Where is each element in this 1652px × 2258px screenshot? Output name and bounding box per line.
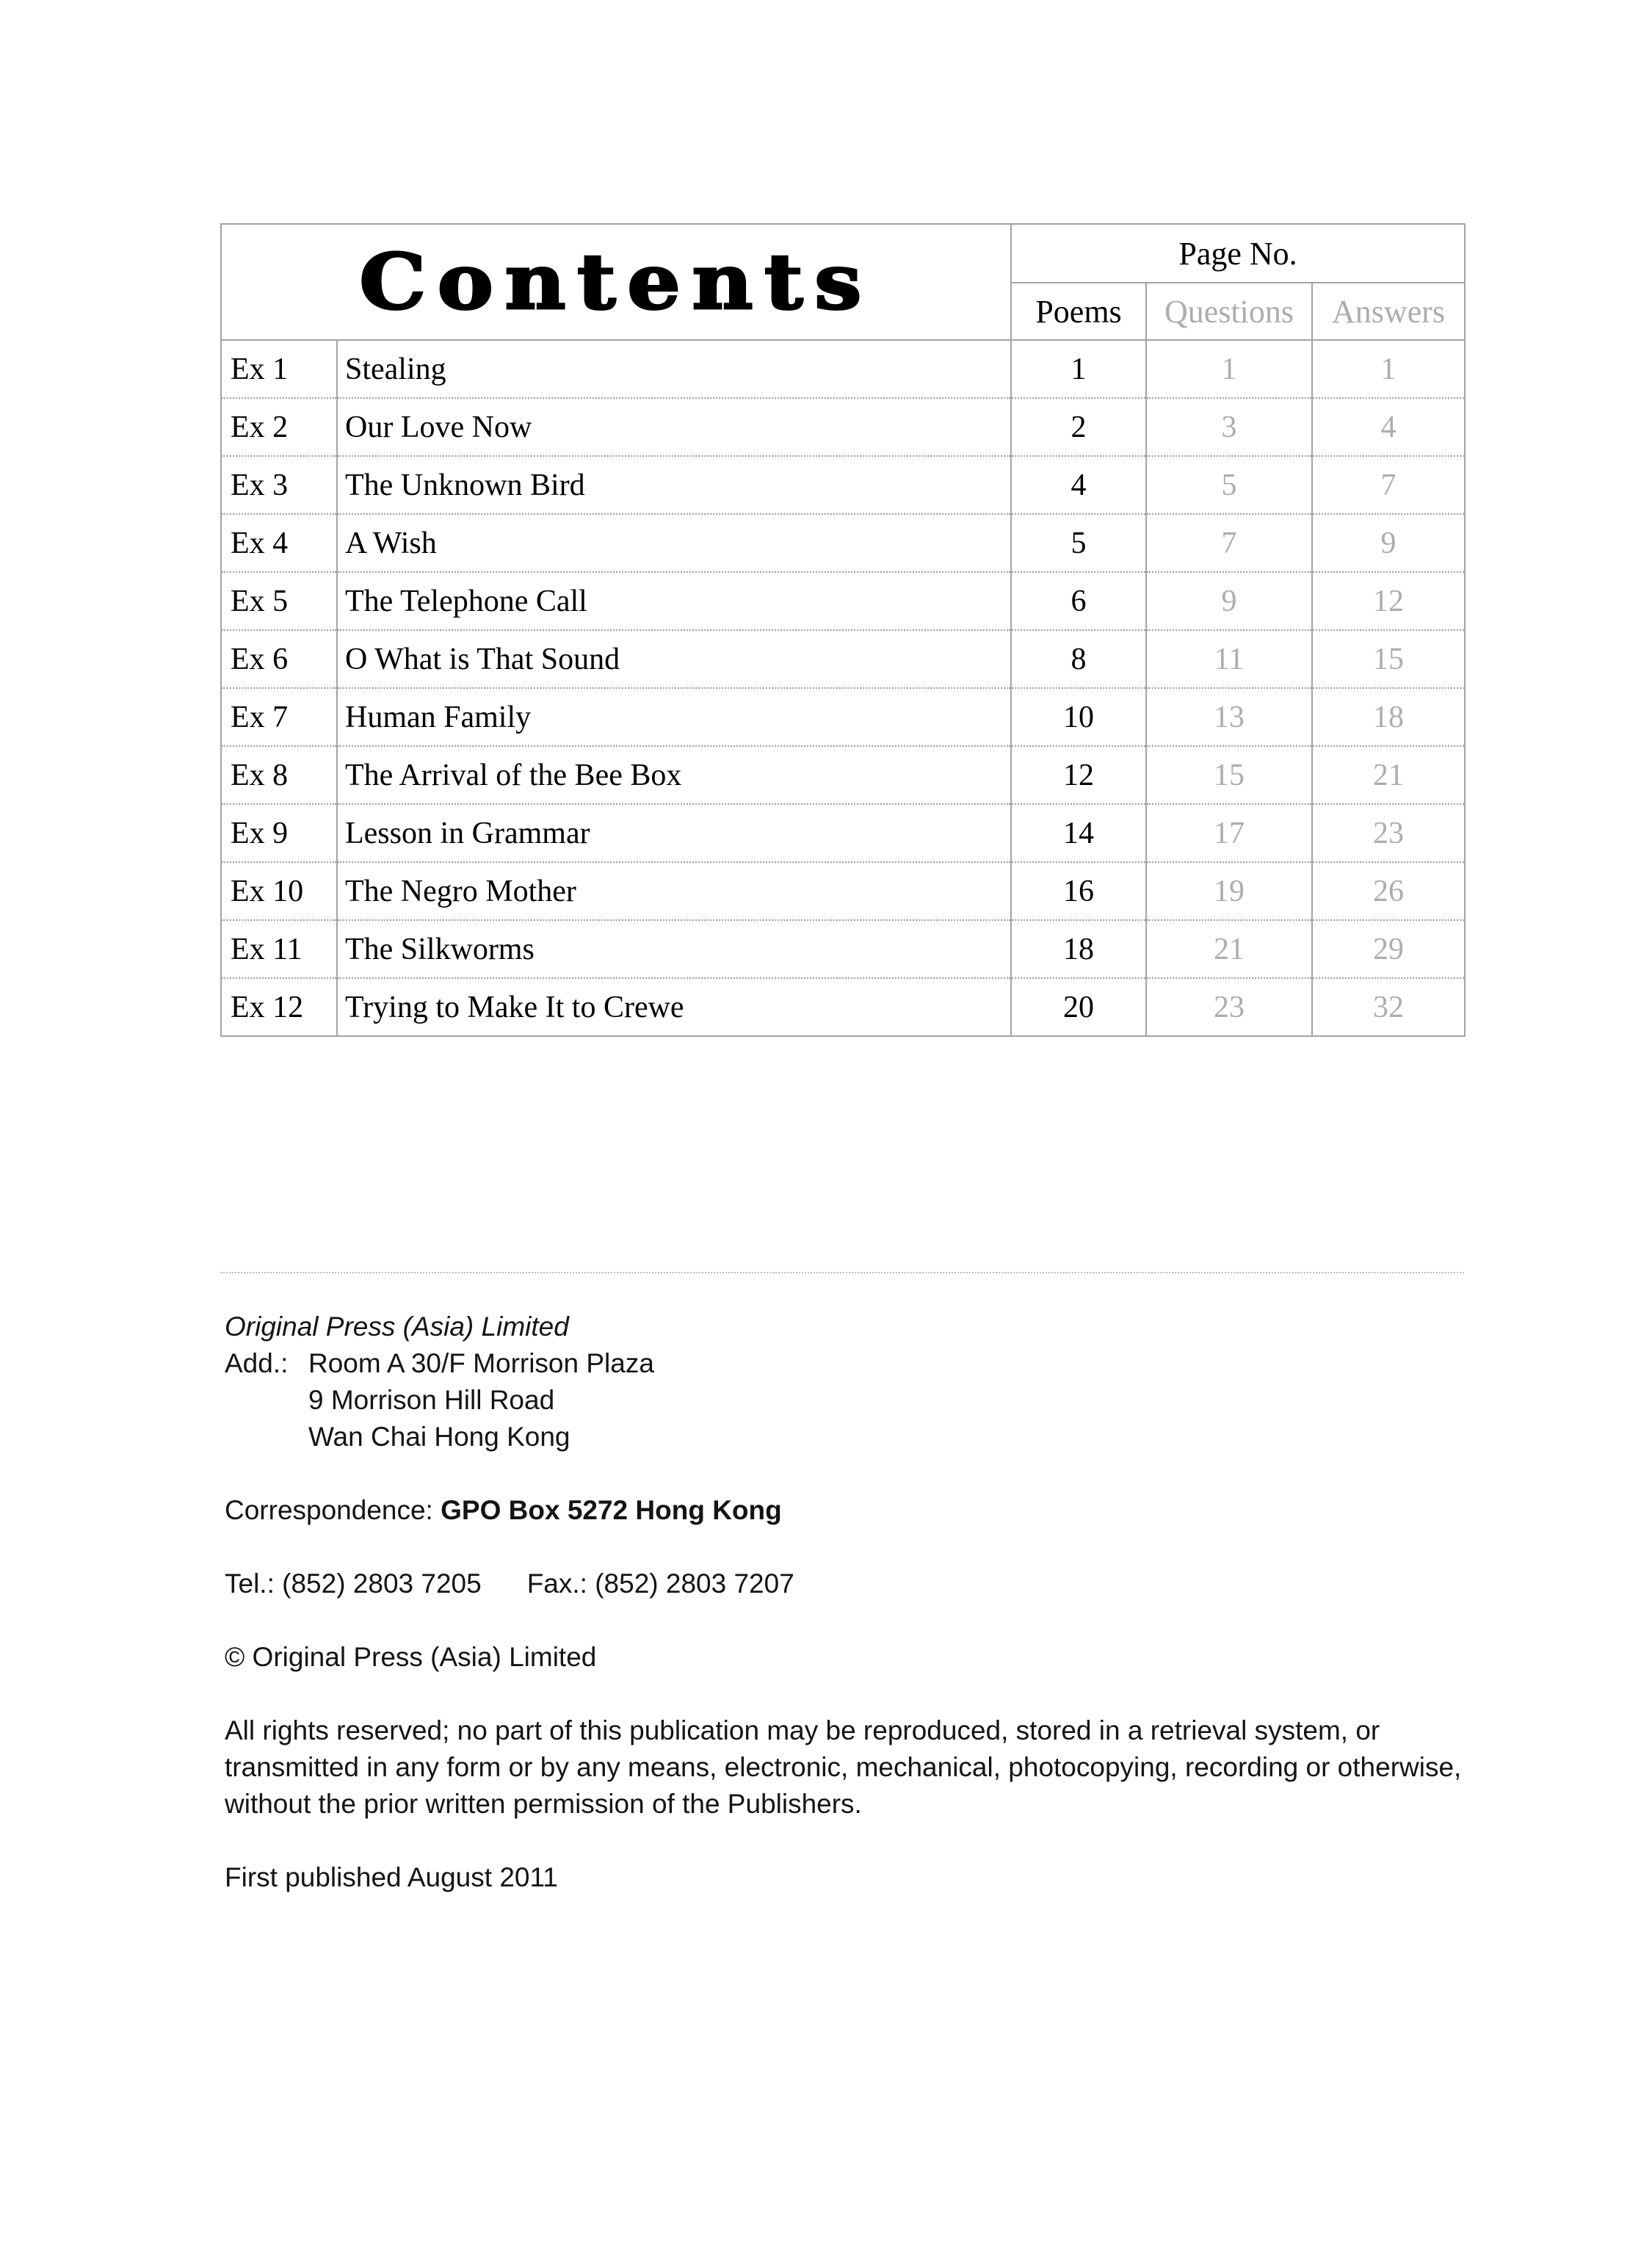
answers-page-number: 29 xyxy=(1312,920,1465,978)
poems-page-number: 10 xyxy=(1011,688,1146,746)
questions-page-number: 5 xyxy=(1146,456,1312,514)
poems-page-number: 14 xyxy=(1011,804,1146,862)
answers-page-number: 21 xyxy=(1312,746,1465,804)
exercise-label: Ex 5 xyxy=(221,572,337,630)
contents-table xyxy=(220,223,1466,1037)
answers-page-number: 32 xyxy=(1312,978,1465,1036)
answers-page-number: 1 xyxy=(1312,340,1465,398)
answers-page-number: 4 xyxy=(1312,398,1465,456)
table-row xyxy=(221,340,1465,398)
poem-title: Human Family xyxy=(337,688,1011,746)
copyright-line: © Original Press (Asia) Limited xyxy=(225,1642,597,1672)
header-row-top xyxy=(221,224,1465,283)
questions-page-number: 13 xyxy=(1146,688,1312,746)
table-row xyxy=(221,572,1465,630)
answers-page-number: 7 xyxy=(1312,456,1465,514)
poem-title: The Telephone Call xyxy=(337,572,1011,630)
poem-title: Our Love Now xyxy=(337,398,1011,456)
address-value-1: Room A 30/F Morrison Plaza xyxy=(308,1348,654,1378)
contents-title-text: Contents xyxy=(359,236,873,327)
answers-page-number: 15 xyxy=(1312,630,1465,688)
questions-page-number: 3 xyxy=(1146,398,1312,456)
address-line xyxy=(225,1382,1482,1419)
poem-title: Lesson in Grammar xyxy=(337,804,1011,862)
questions-page-number: 11 xyxy=(1146,630,1312,688)
questions-page-number: 15 xyxy=(1146,746,1312,804)
poem-title: O What is That Sound xyxy=(337,630,1011,688)
poems-page-number: 2 xyxy=(1011,398,1146,456)
questions-page-number: 7 xyxy=(1146,514,1312,572)
table-row xyxy=(221,978,1465,1036)
address-label: Add.: xyxy=(225,1348,289,1378)
exercise-label: Ex 9 xyxy=(221,804,337,862)
publisher-info xyxy=(225,1309,1482,1933)
address-line xyxy=(225,1345,1482,1382)
column-header-questions: Questions xyxy=(1146,283,1312,340)
exercise-label: Ex 8 xyxy=(221,746,337,804)
poem-title: The Silkworms xyxy=(337,920,1011,978)
rights-notice: All rights reserved; no part of this publication may be reproduced, stored in a retrieval system, or transmitted in any form or by any means, electronic, mechanical, photocopying, recording or otherwise, without the prior written permission of the Publishers. xyxy=(225,1715,1462,1819)
table-row xyxy=(221,398,1465,456)
exercise-label: Ex 12 xyxy=(221,978,337,1036)
column-header-answers: Answers xyxy=(1312,283,1465,340)
correspondence-block xyxy=(225,1492,1482,1529)
table-row xyxy=(221,862,1465,920)
answers-page-number: 9 xyxy=(1312,514,1465,572)
answers-page-number: 23 xyxy=(1312,804,1465,862)
questions-page-number: 1 xyxy=(1146,340,1312,398)
poems-page-number: 12 xyxy=(1011,746,1146,804)
table-row xyxy=(221,804,1465,862)
poems-page-number: 1 xyxy=(1011,340,1146,398)
publisher-name: Original Press (Asia) Limited xyxy=(225,1311,569,1342)
table-row xyxy=(221,920,1465,978)
questions-page-number: 9 xyxy=(1146,572,1312,630)
fax-number: Fax.: (852) 2803 7207 xyxy=(526,1568,794,1599)
poem-title: Stealing xyxy=(337,340,1011,398)
answers-page-number: 12 xyxy=(1312,572,1465,630)
correspondence-value: GPO Box 5272 Hong Kong xyxy=(441,1495,782,1525)
questions-page-number: 19 xyxy=(1146,862,1312,920)
questions-page-number: 23 xyxy=(1146,978,1312,1036)
questions-page-number: 17 xyxy=(1146,804,1312,862)
poems-page-number: 20 xyxy=(1011,978,1146,1036)
poem-title: Trying to Make It to Crewe xyxy=(337,978,1011,1036)
poem-title: The Negro Mother xyxy=(337,862,1011,920)
exercise-label: Ex 6 xyxy=(221,630,337,688)
poem-title: A Wish xyxy=(337,514,1011,572)
page-no-header: Page No. xyxy=(1011,224,1465,283)
publisher-address-block xyxy=(225,1309,1482,1455)
poems-page-number: 5 xyxy=(1011,514,1146,572)
exercise-label: Ex 1 xyxy=(221,340,337,398)
table-row xyxy=(221,514,1465,572)
poems-page-number: 4 xyxy=(1011,456,1146,514)
poems-page-number: 6 xyxy=(1011,572,1146,630)
exercise-label: Ex 4 xyxy=(221,514,337,572)
poems-page-number: 18 xyxy=(1011,920,1146,978)
exercise-label: Ex 7 xyxy=(221,688,337,746)
table-row xyxy=(221,746,1465,804)
tel-fax-block xyxy=(225,1566,1482,1602)
table-row xyxy=(221,630,1465,688)
poem-title: The Unknown Bird xyxy=(337,456,1011,514)
contents-title xyxy=(221,224,1011,340)
first-published-line: First published August 2011 xyxy=(225,1862,558,1892)
poems-page-number: 8 xyxy=(1011,630,1146,688)
questions-page-number: 21 xyxy=(1146,920,1312,978)
address-value-2: 9 Morrison Hill Road xyxy=(308,1385,555,1415)
address-value-3: Wan Chai Hong Kong xyxy=(308,1422,570,1452)
answers-page-number: 18 xyxy=(1312,688,1465,746)
correspondence-label: Correspondence: xyxy=(225,1495,433,1525)
answers-page-number: 26 xyxy=(1312,862,1465,920)
exercise-label: Ex 11 xyxy=(221,920,337,978)
divider-line xyxy=(220,1272,1464,1273)
tel-number: Tel.: (852) 2803 7205 xyxy=(225,1568,482,1599)
table-row xyxy=(221,456,1465,514)
exercise-label: Ex 10 xyxy=(221,862,337,920)
column-header-poems: Poems xyxy=(1011,283,1146,340)
exercise-label: Ex 2 xyxy=(221,398,337,456)
poem-title: The Arrival of the Bee Box xyxy=(337,746,1011,804)
address-line xyxy=(225,1419,1482,1455)
contents-table-body xyxy=(221,340,1465,1036)
exercise-label: Ex 3 xyxy=(221,456,337,514)
poems-page-number: 16 xyxy=(1011,862,1146,920)
table-row xyxy=(221,688,1465,746)
